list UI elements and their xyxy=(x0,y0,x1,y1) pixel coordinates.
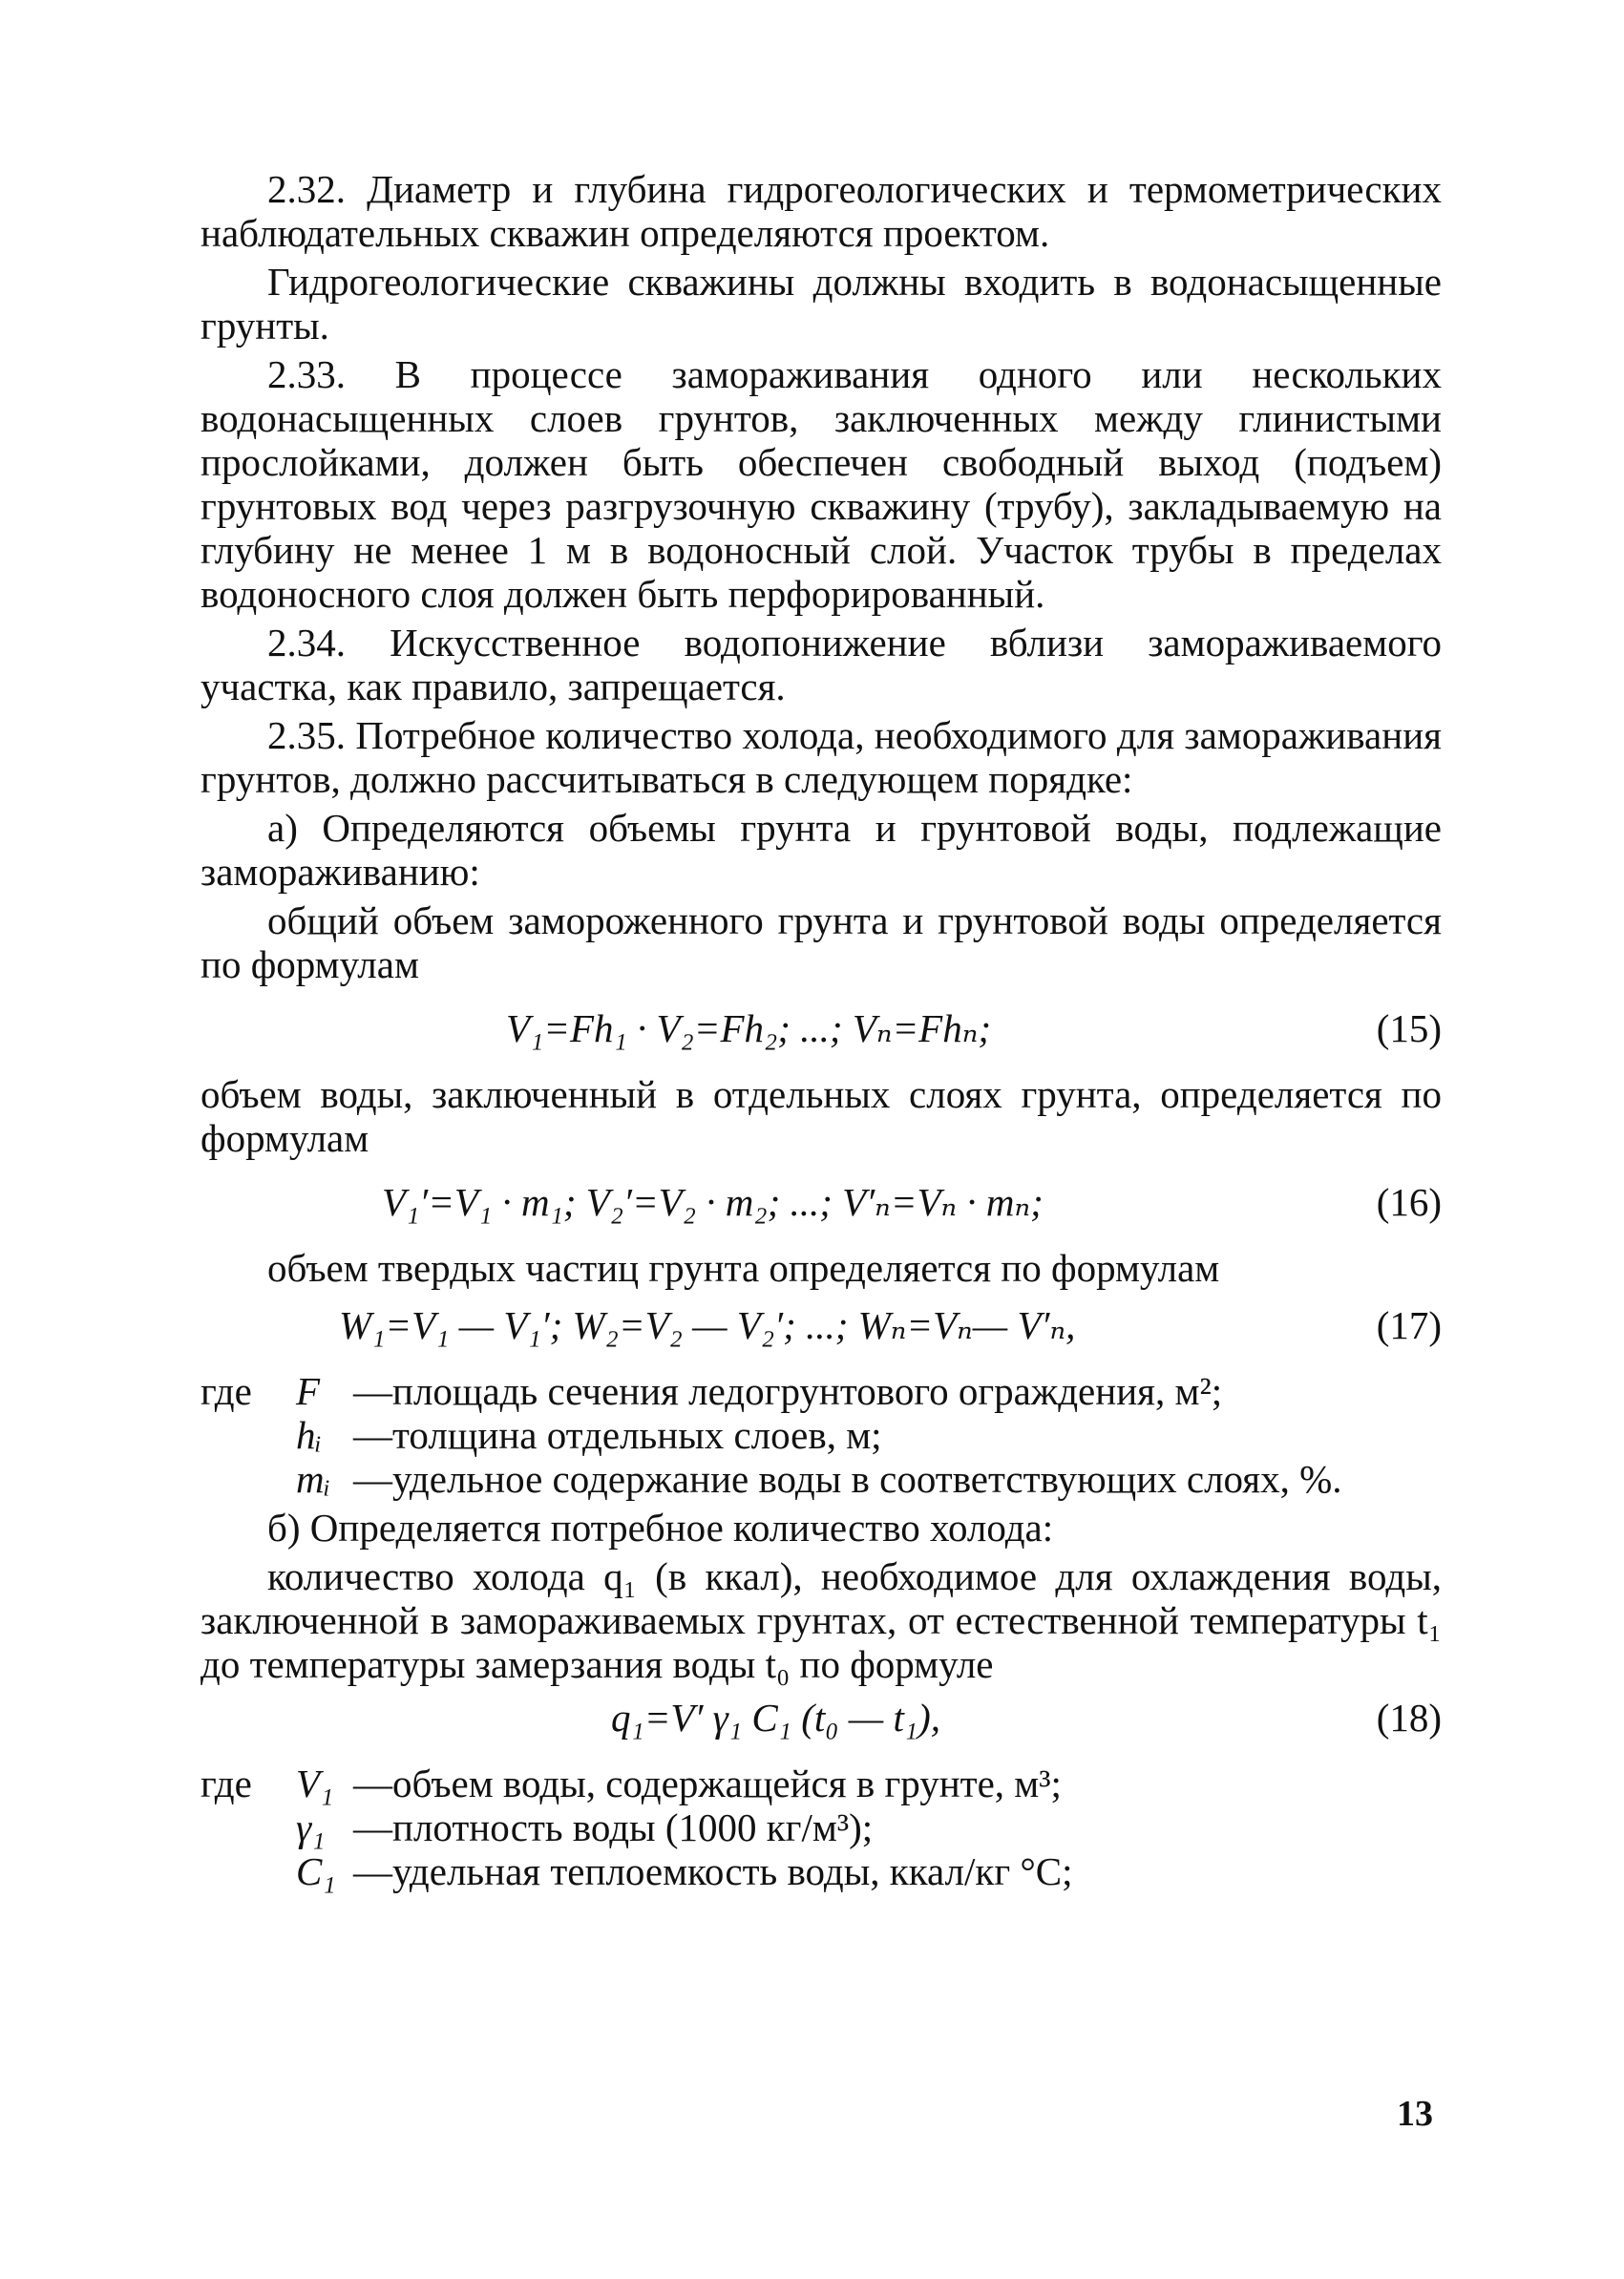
where-1-definition-h: —толщина отдельных слоев, м; xyxy=(353,1413,882,1457)
where-1-item-m xyxy=(296,1457,1442,1501)
text-body-upper xyxy=(200,167,1442,1898)
paragraph-b: б) Определяется потребное количество холода: xyxy=(267,1506,1054,1550)
paragraph-2-33: 2.33. В процессе замораживания одного или нескольких водонасыщенных слоев грунтов, заключенных между глинистыми прослойками, должен быть обеспечен свободный выход (подъем) грунтовых вод через разгрузочную скважину (трубу), закладываемую на глубину не менее 1 м в водоносный слой. Участок трубы в пределах водоносного слоя должен быть перфорированный. xyxy=(200,352,1442,616)
formula-15-number: (15) xyxy=(1376,1006,1442,1050)
formula-15-expression: V₁=Fh₁ · V₂=Fh₂; ...; Vₙ=Fhₙ; xyxy=(506,1006,991,1050)
paragraph-a-total-volume: общий объем замороженного грунта и грунтовой воды определяется по формулам xyxy=(200,898,1442,986)
where-2-symbol-C: C₁ xyxy=(296,1849,336,1893)
formula-15 xyxy=(200,998,1442,1059)
where-2-definition-C: —удельная теплоемкость воды, ккал/кг °С; xyxy=(353,1849,1073,1893)
paragraph-a-solids-volume: объем твердых частиц грунта определяется по формулам xyxy=(267,1246,1220,1290)
where-2-symbol-gamma: γ₁ xyxy=(296,1805,326,1849)
where-2-lead: где xyxy=(200,1762,252,1805)
where-1-definition-F: —площадь сечения ледогрунтового ограждения, м²; xyxy=(353,1369,1223,1413)
formula-18-expression: q₁=V′ γ₁ C₁ (t₀ — t₁), xyxy=(611,1696,940,1740)
where-list-2 xyxy=(200,1762,1442,1893)
formula-18 xyxy=(200,1687,1442,1748)
paragraph-2-32-cont: Гидрогеологические скважины должны входить в водонасыщенные грунты. xyxy=(200,260,1442,348)
where-1-definition-m: —удельное содержание воды в соответствующих слоях, %. xyxy=(353,1457,1342,1501)
page-number: 13 xyxy=(1397,2094,1433,2134)
formula-17-number: (17) xyxy=(1376,1303,1442,1347)
formula-17-expression: W₁=V₁ — V₁′; W₂=V₂ — V₂′; ...; Wₙ=Vₙ— V′ₙ, xyxy=(339,1303,1076,1347)
paragraph-a-water-volume: объем воды, заключенный в отдельных слоях грунта, определяется по формулам xyxy=(200,1072,1442,1160)
where-2-item-gamma xyxy=(296,1805,1442,1849)
paragraph-a: а) Определяются объемы грунта и грунтовой воды, подлежащие замораживанию: xyxy=(200,806,1442,894)
where-2-definition-gamma: —плотность воды (1000 кг/м³); xyxy=(353,1805,874,1849)
paragraph-2-34: 2.34. Искусственное водопонижение вблизи замораживаемого участка, как правило, запрещается. xyxy=(200,621,1442,708)
paragraph-2-35: 2.35. Потребное количество холода, необходимого для замораживания грунтов, должно рассчитываться в следующем порядке: xyxy=(200,713,1442,801)
where-2-item-C xyxy=(296,1849,1442,1893)
formula-17 xyxy=(200,1295,1442,1356)
where-1-item-h xyxy=(296,1413,1442,1457)
where-1-symbol-m: mᵢ xyxy=(296,1457,331,1501)
where-1-symbol-h: hᵢ xyxy=(296,1413,322,1457)
where-2-item-V xyxy=(296,1762,1442,1805)
formula-16-number: (16) xyxy=(1376,1180,1442,1224)
paragraph-b-cold-quantity: количество холода q₁ (в ккал), необходимое для охлаждения воды, заключенной в замораживаемых грунтах, от естественной температуры t₁ до температуры замерзания воды t₀ по формуле xyxy=(200,1554,1442,1686)
where-2-definition-V: —объем воды, содержащейся в грунте, м³; xyxy=(353,1762,1062,1805)
where-2-symbol-V: V₁ xyxy=(296,1762,334,1805)
formula-16 xyxy=(200,1171,1442,1233)
where-1-lead: где xyxy=(200,1369,252,1413)
formula-16-expression: V₁′=V₁ · m₁; V₂′=V₂ · m₂; ...; V′ₙ=Vₙ · mₙ; xyxy=(382,1180,1044,1224)
paragraph-2-32: 2.32. Диаметр и глубина гидрогеологических и термометрических наблюдательных скважин определяются проектом. xyxy=(200,167,1442,255)
where-list-1 xyxy=(200,1369,1442,1501)
where-1-symbol-F: F xyxy=(296,1369,321,1413)
formula-18-number: (18) xyxy=(1376,1696,1442,1740)
where-1-item-F xyxy=(296,1369,1442,1413)
